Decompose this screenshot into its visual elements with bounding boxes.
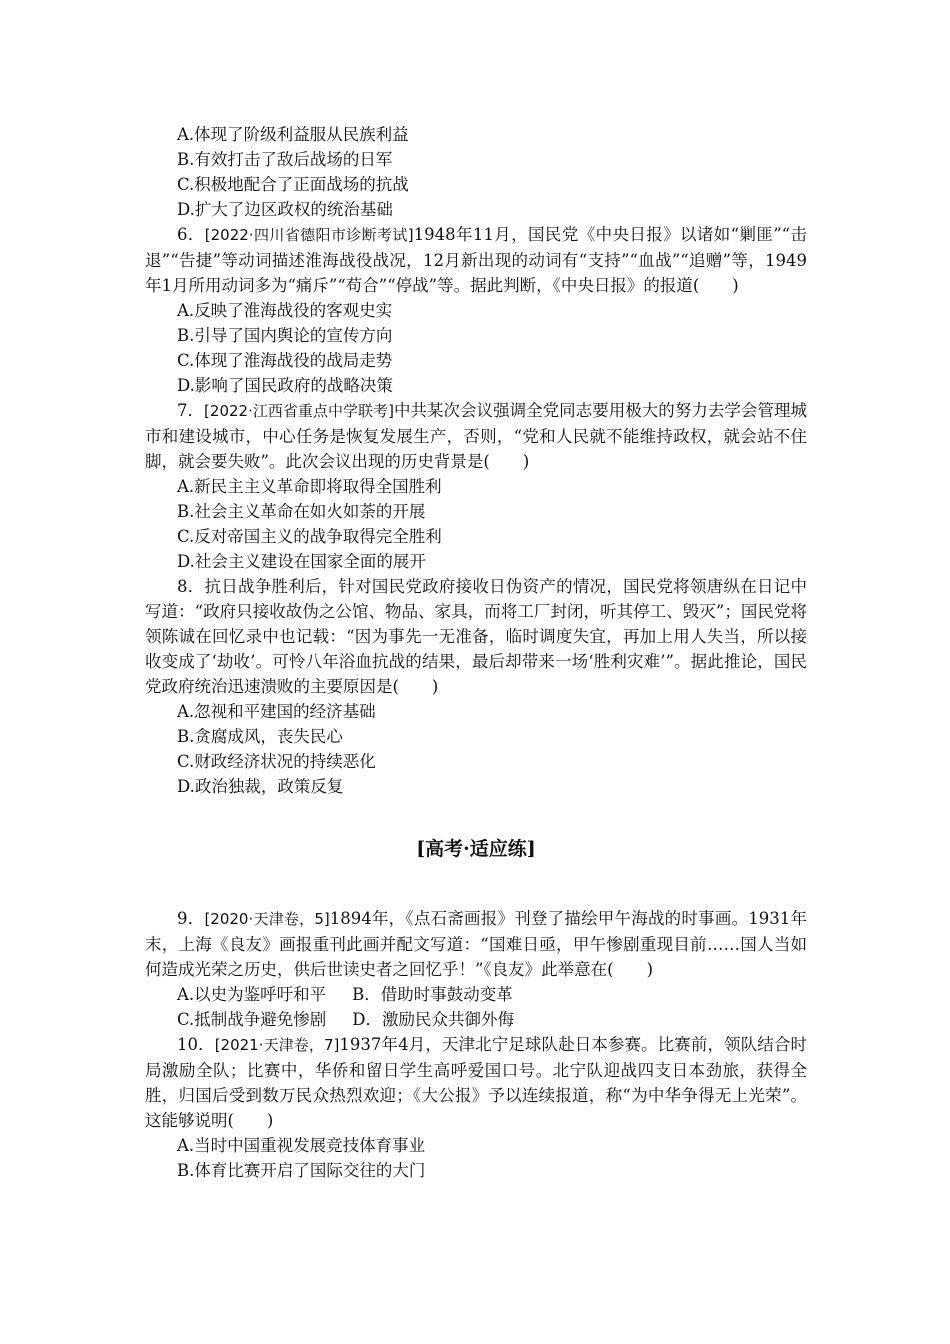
question-6: [145, 222, 807, 398]
question-10-number: 10．: [177, 1035, 215, 1054]
q7-option-b[interactable]: B.社会主义革命在如火如荼的开展: [177, 502, 426, 521]
q8-option-d[interactable]: D.政治独裁，政策反复: [177, 777, 344, 796]
question-8-text: 抗日战争胜利后，针对国民党政府接收日伪资产的情况，国民党将领唐纵在日记中写道：“政府只接收故伪之公馆、物品、家具，而将工厂封闭，听其停工、毁灭”；国民党将领陈诚在回忆录中也记载：“因为事先一无准备，临时调度失宜，再加上用人失当，所以接收变成了‘劫收’。可怜八年浴血抗战的结果，最后却带来一场‘胜利灾难’”。据此推论，国民党政府统治迅速溃败的主要原因是( ): [145, 577, 807, 696]
q7-option-c[interactable]: C.反对帝国主义的战争取得完全胜利: [177, 527, 442, 546]
section-title: [高考·适应练]: [416, 838, 536, 860]
q5-option-a[interactable]: A.体现了阶级利益服从民族利益: [177, 125, 409, 144]
question-10-source: [2021·天津卷，7]: [214, 1036, 340, 1054]
q8-option-c[interactable]: C.财政经济状况的持续恶化: [177, 752, 376, 771]
question-7-source: [2022·江西省重点中学联考]: [204, 402, 394, 420]
question-9-source: [2020·天津卷，5]: [204, 910, 330, 928]
question-10-stem: [145, 1032, 807, 1133]
question-6-stem: [145, 222, 807, 298]
q10-option-b[interactable]: B.体育比赛开启了国际交往的大门: [177, 1161, 426, 1180]
question-9: [145, 906, 807, 1032]
q9-option-c[interactable]: C.抵制战争避免惨剧: [177, 1010, 327, 1029]
q9-option-a[interactable]: A.以史为鉴呼吁和平: [177, 985, 327, 1004]
question-6-source: [2022·四川省德阳市诊断考试]: [204, 226, 414, 244]
q6-option-c[interactable]: C.体现了淮海战役的战局走势: [177, 351, 393, 370]
q6-option-a[interactable]: A.反映了淮海战役的客观史实: [177, 301, 393, 320]
question-9-number: 9．: [177, 909, 205, 928]
q8-option-b[interactable]: B.贪腐成风，丧失民心: [177, 727, 343, 746]
question-7-text: 中共某次会议强调全党同志要用极大的努力去学会管理城市和建设城市，中心任务是恢复发展生产，否则，“党和人民就不能维持政权，就会站不住脚，就会要失败”。此次会议出现的历史背景是( ): [145, 401, 807, 471]
q10-option-a[interactable]: A.当时中国重视发展竞技体育事业: [177, 1136, 426, 1155]
question-10-text: 1937年4月，天津北宁足球队赴日本参赛。比赛前，领队结合时局激励全队；比赛中，华侨和留日学生高呼爱国口号。北宁队迎战四支日本劲旅，获得全胜，归国后受到数万民众热烈欢迎；《大公报》予以连续报道，称“为中华争得无上光荣”。这能够说明( ): [145, 1035, 807, 1130]
question-8-stem: [145, 574, 807, 699]
q9-options-row-2: [145, 1007, 807, 1032]
q9-options-row-1: [145, 982, 807, 1007]
question-9-stem: [145, 906, 807, 982]
question-7-number: 7．: [177, 401, 205, 420]
q8-option-a[interactable]: A.忽视和平建国的经济基础: [177, 702, 376, 721]
q7-option-d[interactable]: D.社会主义建设在国家全面的展开: [177, 552, 426, 571]
q5-option-d[interactable]: D.扩大了边区政权的统治基础: [177, 200, 393, 219]
question-8-number: 8．: [177, 577, 205, 596]
q5-option-c[interactable]: C.积极地配合了正面战场的抗战: [177, 175, 409, 194]
q6-option-d[interactable]: D.影响了国民政府的战略决策: [177, 376, 393, 395]
q5-option-b[interactable]: B.有效打击了敌后战场的日军: [177, 150, 393, 169]
q5-options: [145, 122, 807, 222]
document-page: [145, 122, 807, 1183]
q7-option-a[interactable]: A.新民主主义革命即将取得全国胜利: [177, 477, 442, 496]
question-7-stem: [145, 398, 807, 474]
question-10: [145, 1032, 807, 1183]
q9-option-d[interactable]: D．激励民众共御外侮: [352, 1010, 515, 1029]
q6-option-b[interactable]: B.引导了国内舆论的宣传方向: [177, 326, 393, 345]
q9-option-b[interactable]: B．借助时事鼓动变革: [352, 985, 513, 1004]
question-9-text: 1894年，《点石斋画报》刊登了描绘甲午海战的时事画。1931年末，上海《良友》画报重刊此画并配文写道：“国难日亟，甲午惨剧重现目前……国人当如何造成光荣之历史，供后世读史者之回忆乎！”《良友》此举意在( ): [145, 909, 807, 979]
question-8: [145, 574, 807, 799]
question-6-number: 6．: [177, 225, 205, 244]
question-6-text: 1948年11月，国民党《中央日报》以诸如“剿匪”“击退”“告捷”等动词描述淮海战役战况，12月新出现的动词有“支持”“血战”“追赠”等，1949年1月所用动词多为“痛斥”“苟合”“停战”等。据此判断，《中央日报》的报道( ): [145, 225, 807, 295]
question-7: [145, 398, 807, 574]
